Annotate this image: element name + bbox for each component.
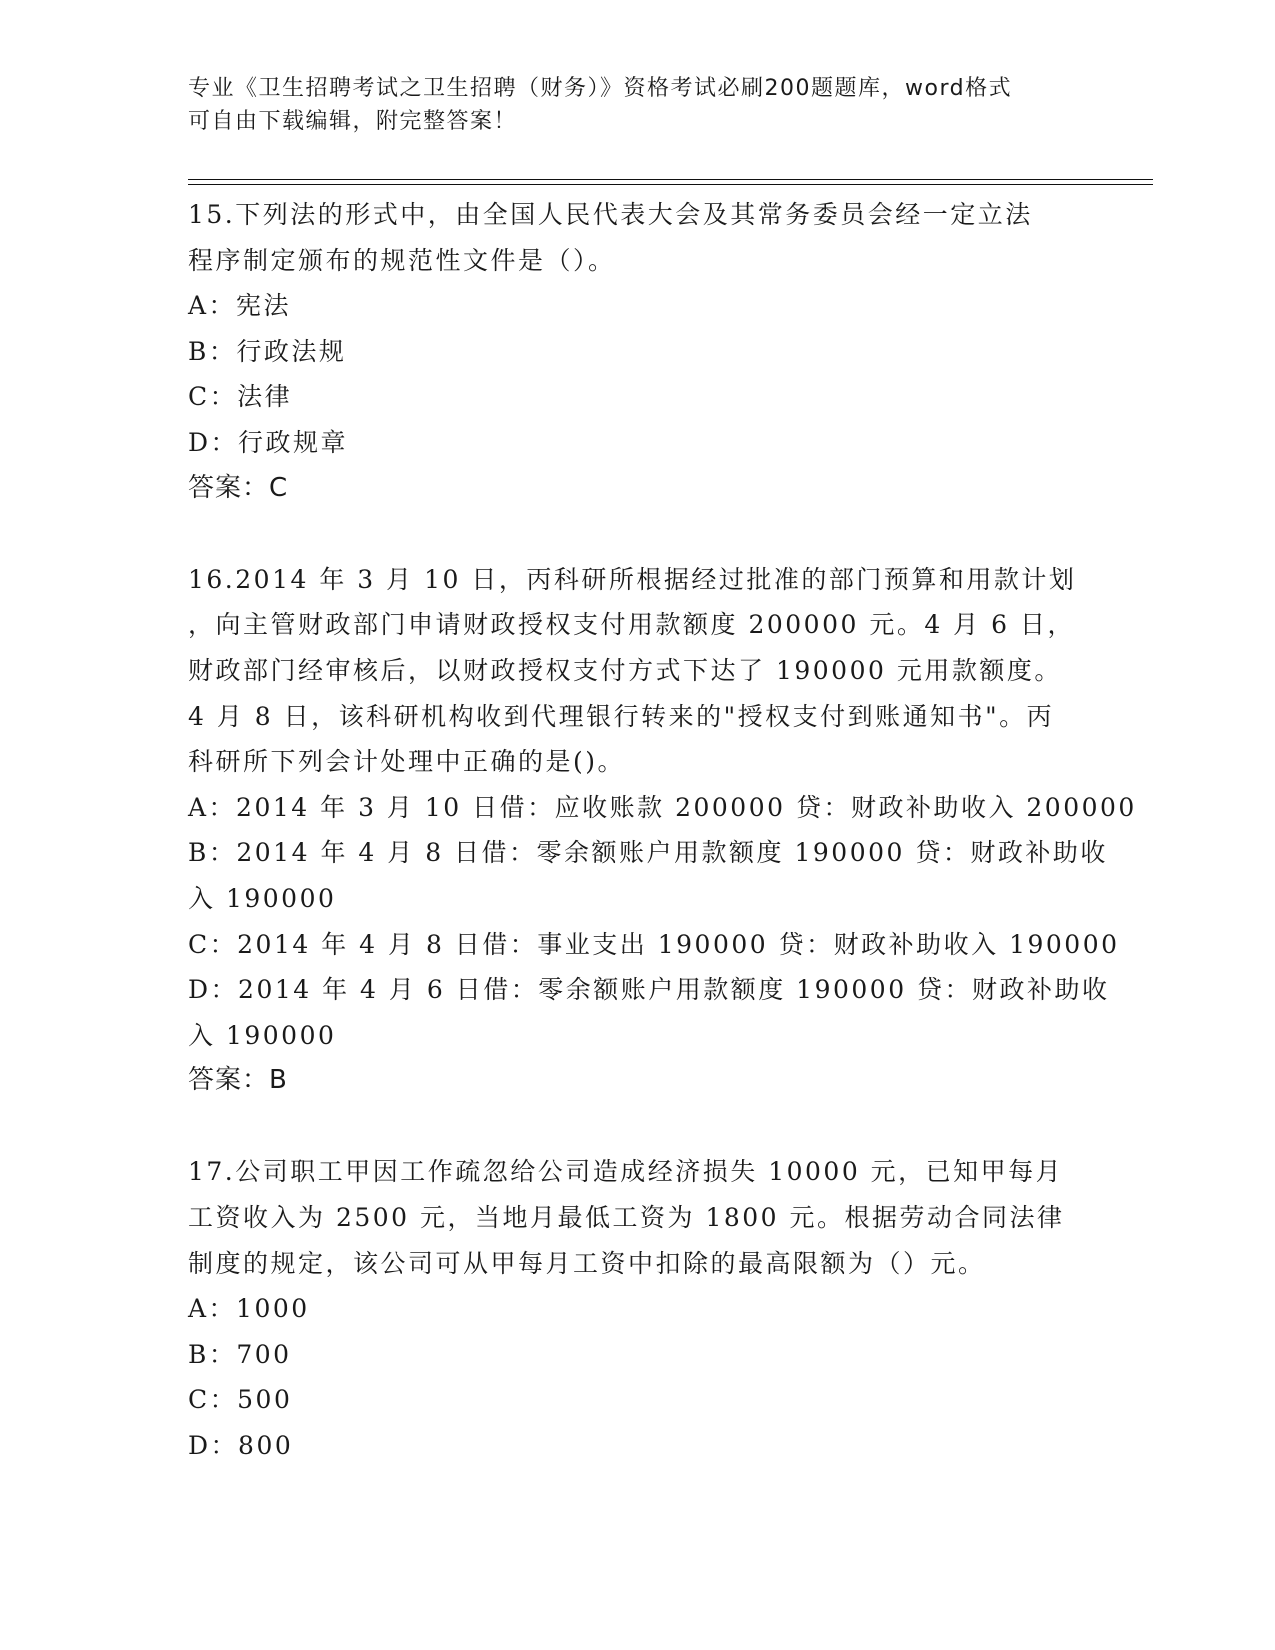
question-stem-line: 4 月 8 日，该科研机构收到代理银行转来的"授权支付到账通知书"。丙 xyxy=(188,701,1055,731)
header-divider-top xyxy=(188,179,1153,180)
header-divider-bottom xyxy=(188,184,1153,185)
document-header xyxy=(188,72,1088,138)
question-stem-line: 工资收入为 2500 元，当地月最低工资为 1800 元。根据劳动合同法律 xyxy=(188,1203,1065,1233)
question-17 xyxy=(188,1149,1088,1468)
option-c: C：500 xyxy=(188,1385,293,1415)
option-c: C：2014 年 4 月 8 日借：事业支出 190000 贷：财政补助收入 190000 xyxy=(188,929,1120,959)
option-a: A：宪法 xyxy=(188,291,292,321)
question-stem-line: 15.下列法的形式中，由全国人民代表大会及其常务委员会经一定立法 xyxy=(188,200,1033,229)
answer-text: 答案：C xyxy=(188,472,289,503)
option-c: C：法律 xyxy=(188,382,293,412)
option-d: D：800 xyxy=(188,1431,294,1461)
option-b: B：2014 年 4 月 8 日借：零余额账户用款额度 190000 贷：财政补助收 xyxy=(188,838,1108,868)
question-15 xyxy=(188,192,1088,511)
option-b-continued: 入 190000 xyxy=(188,883,337,913)
question-16 xyxy=(188,557,1137,1104)
option-d: D：2014 年 4 月 6 日借：零余额账户用款额度 190000 贷：财政补助收 xyxy=(188,975,1110,1005)
option-a: A：2014 年 3 月 10 日借：应收账款 200000 贷：财政补助收入 200000 xyxy=(188,792,1137,822)
question-stem-line: 财政部门经审核后，以财政授权支付方式下达了 190000 元用款额度。 xyxy=(188,655,1062,685)
question-stem-line: 科研所下列会计处理中正确的是()。 xyxy=(188,747,626,777)
option-a: A：1000 xyxy=(188,1294,310,1324)
question-stem-line: 程序制定颁布的规范性文件是（）。 xyxy=(188,245,616,275)
option-d-continued: 入 190000 xyxy=(188,1020,337,1050)
option-b: B：行政法规 xyxy=(188,336,347,366)
question-stem-line: 17.公司职工甲因工作疏忽给公司造成经济损失 10000 元，已知甲每月 xyxy=(188,1157,1064,1187)
header-line-1: 专业《卫生招聘考试之卫生招聘（财务）》资格考试必刷200题题库，word格式 xyxy=(188,76,1013,101)
question-spacer xyxy=(188,511,1088,557)
option-b: B：700 xyxy=(188,1339,292,1369)
question-spacer xyxy=(188,1104,1088,1150)
answer-text: 答案：B xyxy=(188,1065,288,1096)
question-stem-line: 16.2014 年 3 月 10 日，丙科研所根据经过批准的部门预算和用款计划 xyxy=(188,564,1077,594)
option-d: D：行政规章 xyxy=(188,427,349,457)
question-stem-line: ，向主管财政部门申请财政授权支付用款额度 200000 元。4 月 6 日， xyxy=(188,610,1075,640)
question-stem-line: 制度的规定，该公司可从甲每月工资中扣除的最高限额为（）元。 xyxy=(188,1248,986,1278)
question-list xyxy=(188,192,1137,1469)
header-line-2: 可自由下载编辑，附完整答案！ xyxy=(188,109,518,134)
